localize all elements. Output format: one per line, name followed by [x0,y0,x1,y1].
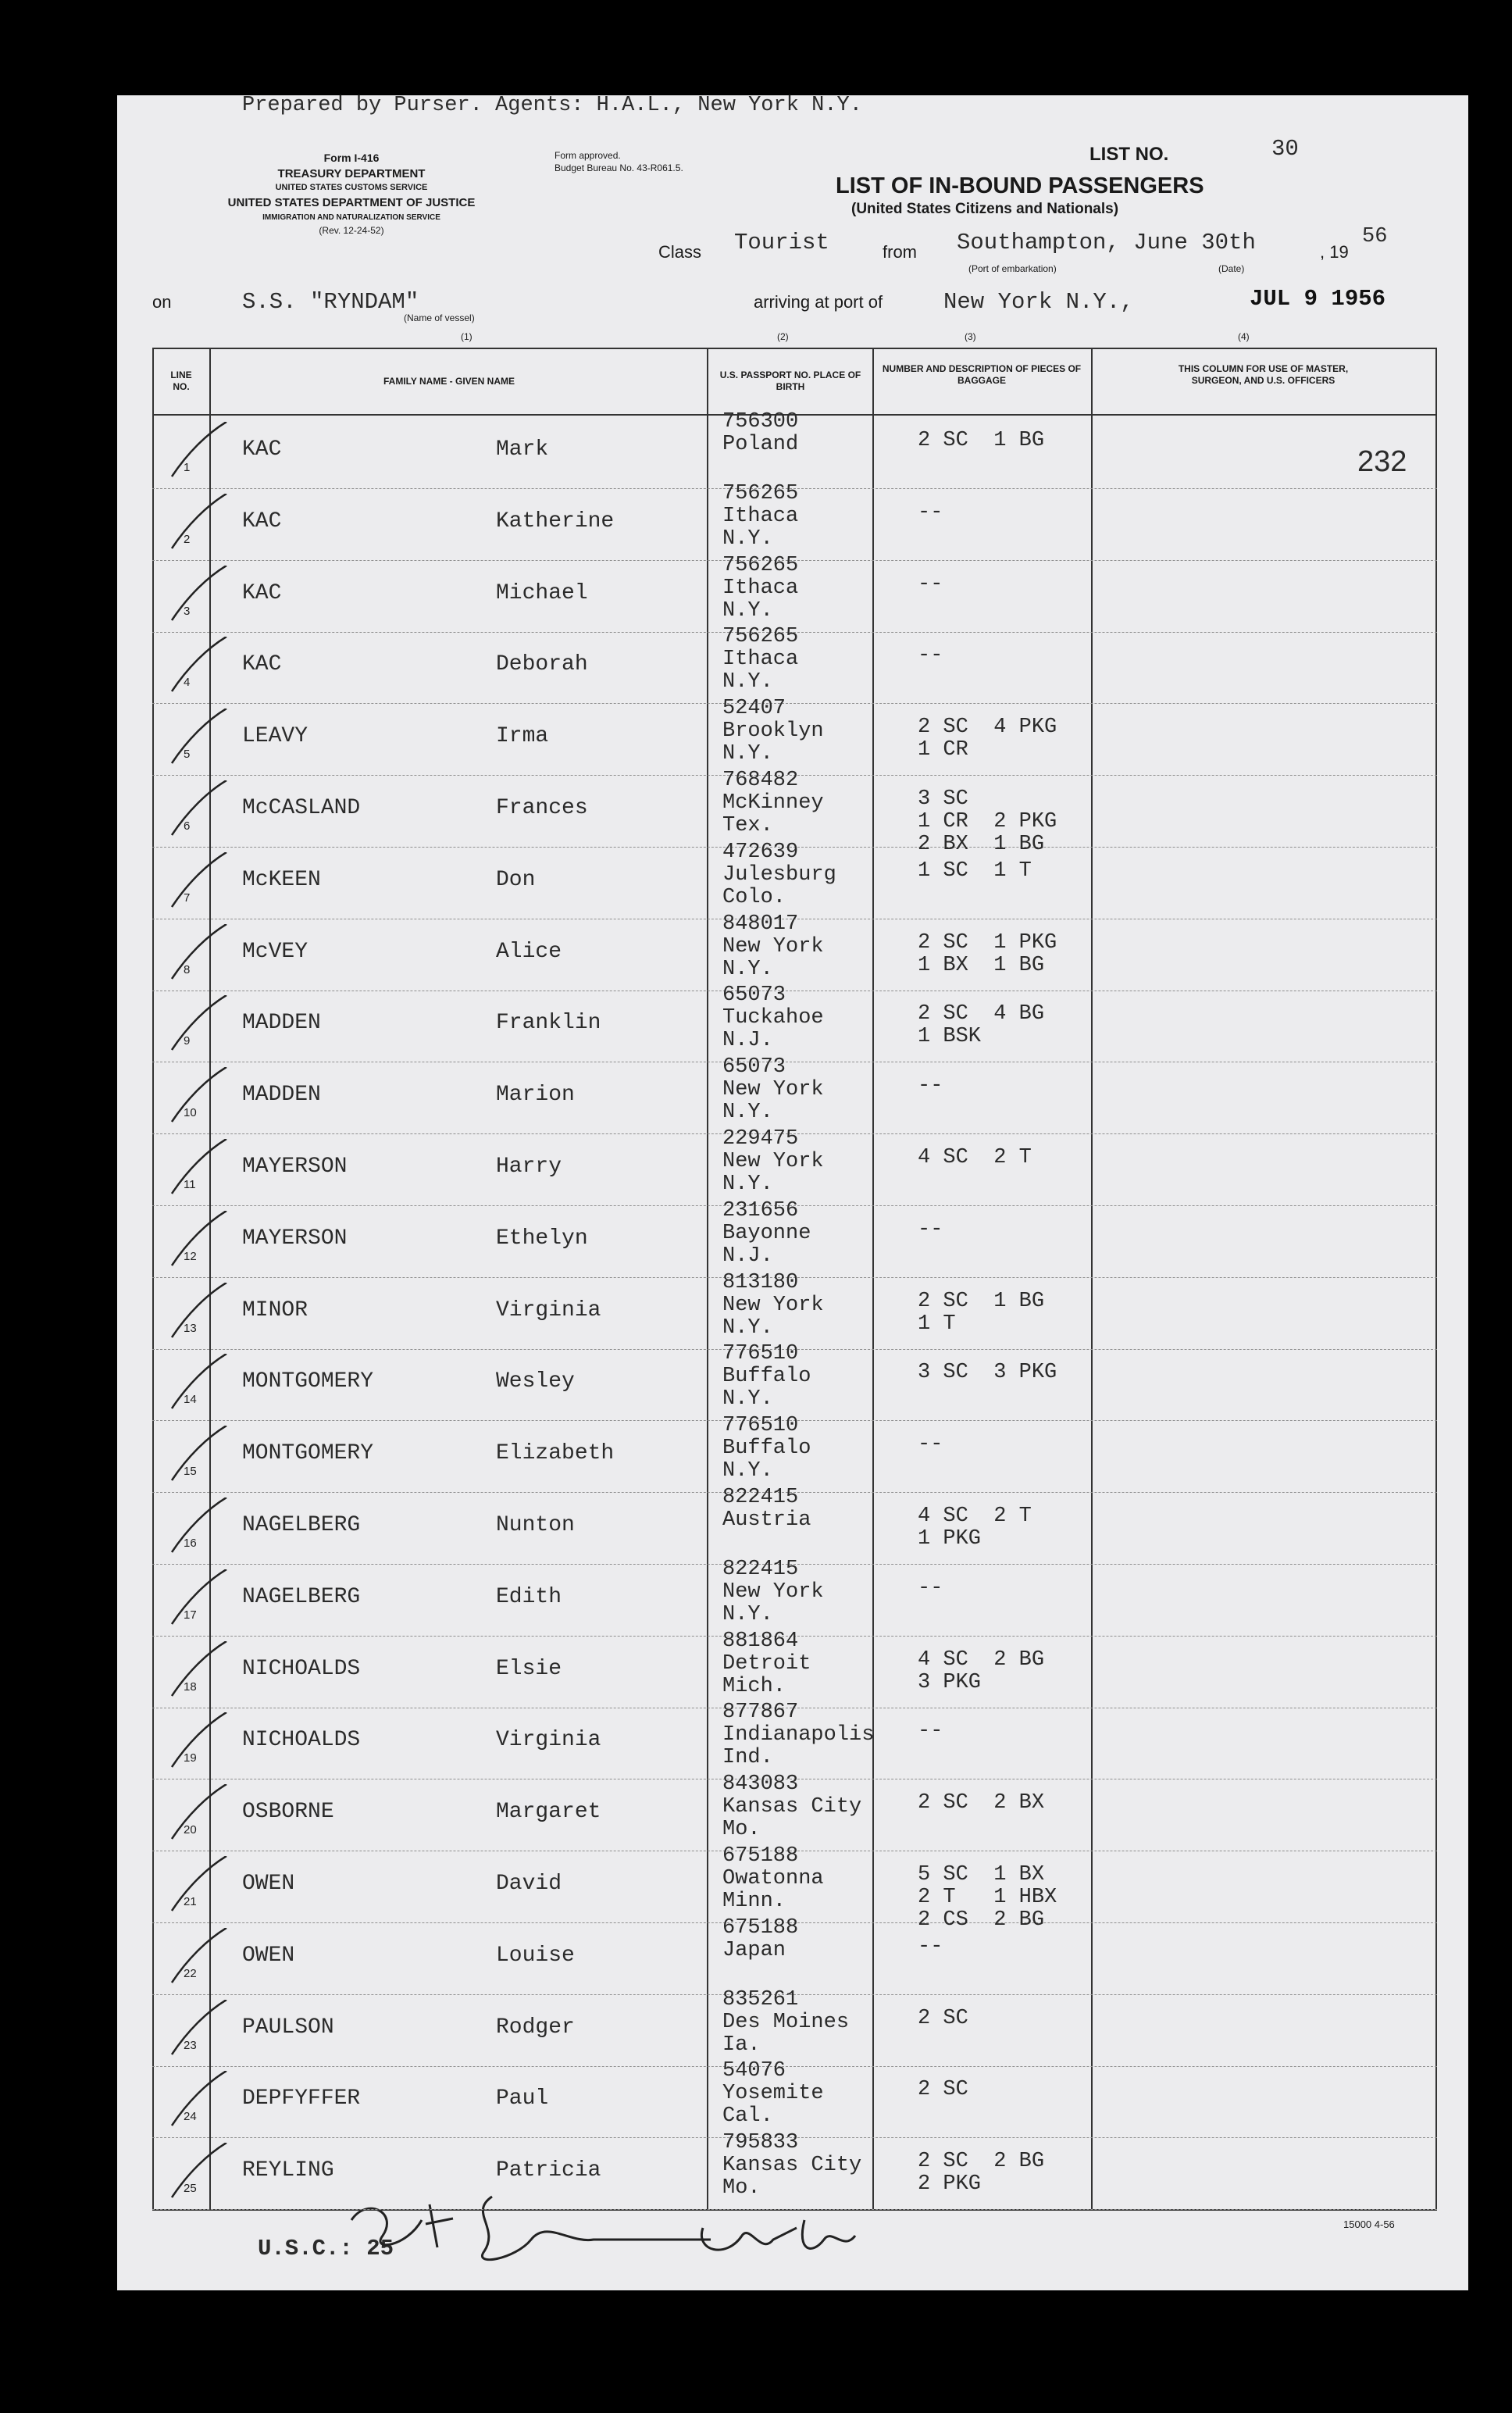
checkmark-icon [164,566,234,628]
family-name: OWEN [242,1943,295,1968]
passenger-rows [152,410,1437,2208]
family-name: OSBORNE [242,1800,334,1825]
given-name: Nunton [496,1513,575,1537]
checkmark-icon [164,1856,234,1919]
given-name: Rodger [496,2015,575,2040]
line-number: 22 [184,1966,197,1980]
baggage-description: 2 SC 2 BG 2 PKG [918,2150,1045,2197]
passport-birthplace: 675188 Owatonna Minn. [722,1844,824,1913]
table-row [152,1915,1437,1995]
checkmark-icon [164,924,234,987]
table-row [152,2059,1437,2138]
family-name: NAGELBERG [242,1513,361,1537]
passport-birthplace: 881864 Detroit Mich. [722,1629,811,1698]
arriving-label: arriving at port of [754,292,883,312]
table-row [152,1557,1437,1637]
passport-birthplace: 472639 Julesburg Colo. [722,840,836,909]
table-row [152,769,1437,856]
table-row [152,912,1437,991]
line-number: 12 [184,1249,197,1263]
baggage-description: 1 SC 1 T [918,858,1032,883]
checkmark-icon [164,2000,234,2062]
passport-birthplace: 65073 New York N.Y. [722,1055,824,1125]
passport-birthplace: 813180 New York N.Y. [722,1270,824,1340]
passport-birthplace: 835261 Des Moines Ia. [722,1987,850,2057]
baggage-description: -- [918,1719,943,1744]
baggage-description: -- [918,500,943,524]
line-number: 5 [184,748,191,762]
checkmark-icon [164,1067,234,1130]
column-number-1: (1) [461,331,472,342]
revision-date: (Rev. 12-24-52) [319,225,384,236]
baggage-description: -- [918,1074,943,1098]
baggage-description: 5 SC 1 BX 2 T 1 HBX 2 CS 2 BG [918,1863,1057,1932]
checkmark-icon [164,1497,234,1560]
passport-birthplace: 231656 Bayonne N.J. [722,1198,811,1268]
given-name: Alice [496,939,562,964]
table-top-border [152,348,1437,349]
baggage-description: 2 SC 4 PKG 1 CR [918,716,1057,762]
table-row [152,983,1437,1062]
class-value: Tourist [734,230,829,255]
baggage-description: -- [918,1433,943,1457]
line-number: 17 [184,1608,197,1622]
given-name: Mark [496,437,549,462]
line-number: 15 [184,1465,197,1479]
checkmark-icon [164,2143,234,2205]
line-number: 25 [184,2182,197,2196]
baggage-description: -- [918,644,943,668]
checkmark-icon [164,709,234,771]
department-of-justice: UNITED STATES DEPARTMENT OF JUSTICE [227,196,476,209]
family-name: MADDEN [242,1011,321,1036]
passport-birthplace: 843083 Kansas City Mo. [722,1772,862,1842]
passport-birthplace: 756265 Ithaca N.Y. [722,553,799,623]
family-name: MONTGOMERY [242,1441,374,1466]
given-name: Deborah [496,652,588,677]
year-suffix: 56 [1362,225,1388,248]
given-name: Wesley [496,1369,575,1394]
family-name: REYLING [242,2158,334,2183]
line-number: 7 [184,891,191,905]
passport-birthplace: 776510 Buffalo N.Y. [722,1414,811,1483]
table-row [152,410,1437,489]
table-row [152,840,1437,919]
line-number: 20 [184,1823,197,1837]
line-number: 1 [184,461,191,474]
passport-birthplace: 776510 Buffalo N.Y. [722,1342,811,1412]
line-number: 8 [184,962,191,976]
checkmark-icon [164,422,234,484]
line-number: 21 [184,1895,197,1908]
passport-birthplace: 756265 Ithaca N.Y. [722,625,799,694]
family-name: MAYERSON [242,1155,348,1179]
line-number: 13 [184,1321,197,1335]
column-number-2: (2) [777,331,789,342]
checkmark-icon [164,637,234,699]
table-row [152,1629,1437,1708]
baggage-description: -- [918,1934,943,1958]
checkmark-icon [164,995,234,1058]
table-row [152,1342,1437,1421]
family-name: KAC [242,652,282,677]
table-row [152,1198,1437,1278]
table-row [152,1772,1437,1851]
passport-birthplace: 877867 Indianapolis Ind. [722,1701,875,1770]
family-name: OWEN [242,1872,295,1896]
passport-birthplace: 822415 Austria [722,1486,811,1532]
family-name: DEPFYFFER [242,2086,361,2111]
baggage-description: 3 SC 3 PKG [918,1361,1057,1385]
on-label: on [152,292,172,312]
family-name: NICHOALDS [242,1656,361,1681]
given-name: Franklin [496,1011,601,1036]
treasury-department: TREASURY DEPARTMENT [277,167,426,180]
passport-birthplace: 52407 Brooklyn N.Y. [722,697,824,766]
table-row [152,1127,1437,1206]
given-name: Paul [496,2086,549,2111]
column-number-3: (3) [965,331,976,342]
passport-birthplace: 54076 Yosemite Cal. [722,2059,824,2129]
line-number: 9 [184,1034,191,1048]
usc-count: U.S.C.: 25 [258,2236,394,2261]
header-officers: THIS COLUMN FOR USE OF MASTER, SURGEON, AND U.S. OFFICERS [1178,363,1349,386]
line-number: 19 [184,1751,197,1765]
table-row [152,1987,1437,2067]
passport-birthplace: 229475 New York N.Y. [722,1127,824,1196]
table-row [152,1414,1437,1493]
line-number: 14 [184,1393,197,1407]
passport-birthplace: 822415 New York N.Y. [722,1557,824,1626]
table-row [152,2131,1437,2210]
header-name: FAMILY NAME - GIVEN NAME [383,376,515,387]
baggage-description: 4 SC 2 T 1 PKG [918,1505,1032,1551]
immigration-service: IMMIGRATION AND NATURALIZATION SERVICE [262,213,440,222]
checkmark-icon [164,852,234,915]
baggage-description: 4 SC 2 BG 3 PKG [918,1647,1045,1694]
table-row [152,481,1437,561]
given-name: Virginia [496,1728,601,1753]
passport-birthplace: 848017 New York N.Y. [722,912,824,981]
date-caption: (Date) [1218,263,1245,274]
given-name: Ethelyn [496,1226,588,1251]
checkmark-icon [164,1283,234,1345]
baggage-description: -- [918,572,943,596]
checkmark-icon [164,1641,234,1704]
checkmark-icon [164,1784,234,1847]
class-label: Class [658,242,702,262]
checkmark-icon [164,1928,234,1990]
family-name: McCASLAND [242,796,361,820]
vessel-name: S.S. "RYNDAM" [242,289,419,315]
budget-bureau: Budget Bureau No. 43-R061.5. [555,162,683,173]
family-name: PAULSON [242,2015,334,2040]
line-number: 24 [184,2110,197,2124]
family-name: NAGELBERG [242,1584,361,1609]
family-name: MADDEN [242,1083,321,1108]
form-approved: Form approved. [555,150,621,161]
given-name: Edith [496,1584,562,1609]
line-number: 23 [184,2038,197,2052]
list-no-label: LIST NO. [1089,144,1169,165]
year-prefix: , 19 [1320,242,1349,262]
header-baggage: NUMBER AND DESCRIPTION OF PIECES OF BAGGAGE [882,363,1082,386]
given-name: Elsie [496,1656,562,1681]
table-row [152,1486,1437,1565]
column-number-4: (4) [1238,331,1250,342]
table-row [152,1844,1437,1932]
family-name: McKEEN [242,867,321,892]
baggage-description: 2 SC [918,2078,968,2102]
line-number: 3 [184,604,191,618]
checkmark-icon [164,1354,234,1416]
given-name: Harry [496,1155,562,1179]
arrival-date-stamp: JUL 9 1956 [1250,286,1386,312]
family-name: NICHOALDS [242,1728,361,1753]
checkmark-icon [164,1569,234,1632]
table-row [152,1701,1437,1779]
page-stamp: 232 [1357,445,1407,478]
vessel-caption: (Name of vessel) [404,312,475,323]
checkmark-icon [164,1712,234,1775]
baggage-description: 2 SC 1 PKG 1 BX 1 BG [918,930,1057,977]
passport-birthplace: 675188 Japan [722,1915,799,1962]
given-name: Katherine [496,509,615,534]
passport-birthplace: 756300 Poland [722,410,799,456]
baggage-description: -- [918,1576,943,1600]
family-name: MAYERSON [242,1226,348,1251]
given-name: Margaret [496,1800,601,1825]
given-name: Louise [496,1943,575,1968]
form-title: LIST OF IN-BOUND PASSENGERS [836,173,1204,198]
passport-birthplace: 756265 Ithaca N.Y. [722,481,799,551]
given-name: Don [496,867,536,892]
checkmark-icon [164,1211,234,1273]
checkmark-icon [164,1426,234,1488]
table-row [152,697,1437,776]
given-name: Michael [496,580,588,605]
passport-birthplace: 795833 Kansas City Mo. [722,2131,862,2201]
list-no-value: 30 [1271,136,1299,162]
line-number: 6 [184,819,191,833]
given-name: Frances [496,796,588,820]
given-name: Marion [496,1083,575,1108]
checkmark-icon [164,780,234,843]
given-name: David [496,1872,562,1896]
given-name: Elizabeth [496,1441,615,1466]
header-passport: U.S. PASSPORT NO. PLACE OF BIRTH [719,369,861,392]
passport-birthplace: 65073 Tuckahoe N.J. [722,983,824,1053]
family-name: KAC [242,509,282,534]
line-number: 18 [184,1679,197,1694]
embarkation-caption: (Port of embarkation) [968,263,1057,274]
passenger-table [152,348,1437,2211]
table-row [152,553,1437,633]
line-number: 10 [184,1106,197,1120]
from-label: from [883,242,917,262]
line-number: 2 [184,532,191,546]
family-name: McVEY [242,939,308,964]
family-name: MINOR [242,1298,308,1323]
baggage-description: 2 SC 4 BG 1 BSK [918,1002,1045,1049]
passport-birthplace: 768482 McKinney Tex. [722,769,824,837]
customs-service: UNITED STATES CUSTOMS SERVICE [275,183,428,192]
family-name: KAC [242,437,282,462]
table-row [152,1270,1437,1350]
form-code: 15000 4-56 [1343,2218,1395,2230]
baggage-description: 4 SC 2 T [918,1146,1032,1169]
line-number: 16 [184,1537,197,1550]
baggage-description: -- [918,1217,943,1241]
baggage-description: 3 SC 1 CR 2 PKG 2 BX 1 BG [918,787,1057,856]
family-name: MONTGOMERY [242,1369,374,1394]
prepared-by-line: Prepared by Purser. Agents: H.A.L., New York N.Y. [242,94,862,117]
baggage-description: 2 SC 1 BG 1 T [918,1289,1045,1336]
family-name: KAC [242,580,282,605]
baggage-description: 2 SC 2 BX [918,1791,1045,1815]
given-name: Virginia [496,1298,601,1323]
baggage-description: 2 SC [918,2006,968,2030]
given-name: Patricia [496,2158,601,2183]
form-number: Form I-416 [323,152,380,164]
line-number: 4 [184,676,191,690]
given-name: Irma [496,724,549,749]
checkmark-icon [164,1139,234,1201]
checkmark-icon [164,2071,234,2133]
table-row [152,625,1437,704]
form-subtitle: (United States Citizens and Nationals) [851,201,1119,217]
header-line-no: LINE NO. [170,369,192,392]
baggage-description: 2 SC 1 BG [918,429,1045,452]
line-number: 11 [184,1178,196,1191]
family-name: LEAVY [242,724,308,749]
arrival-port: New York N.Y., [943,289,1134,315]
embarkation-value: Southampton, June 30th [957,230,1256,255]
table-row [152,1055,1437,1134]
checkmark-icon [164,494,234,556]
